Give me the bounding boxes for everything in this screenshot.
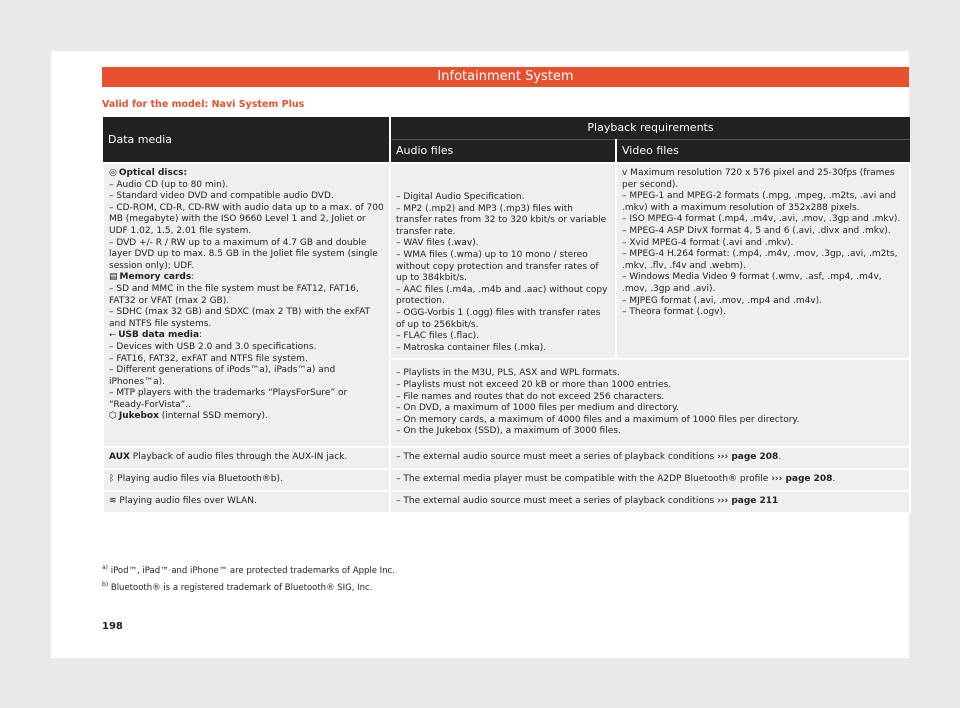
audio-line: – MP2 (.mp2) and MP3 (.mp3) files with transfer rates from 32 to 320 kbit/s or variable transfer rate. bbox=[396, 203, 607, 237]
page-link[interactable]: ››› page 208 bbox=[717, 452, 779, 463]
video-line: – Xvid MPEG-4 format (.avi and .mkv). bbox=[622, 237, 794, 248]
audio-line: – Matroska container files (.mka). bbox=[396, 342, 547, 353]
jukebox-icon: ⬡ bbox=[109, 411, 117, 422]
footnote bbox=[102, 561, 395, 578]
optical-line: – CD-ROM, CD-R, CD-RW with audio data up to a max. of 700 MB (megabyte) with the ISO 9660 Level 1 and 2, Joliet or UDF 1.02, 1.5, 2.01 file system. bbox=[109, 202, 384, 236]
usb-title: USB data media bbox=[118, 330, 200, 341]
bluetooth-icon: ᛒ bbox=[109, 474, 115, 485]
audio-cell bbox=[390, 163, 616, 359]
video-line: – Theora format (.ogv). bbox=[622, 307, 726, 318]
aux-icon: AUX bbox=[109, 452, 130, 463]
video-line: – MJPEG format (.avi, .mov, .mp4 and .m4v). bbox=[622, 295, 823, 306]
page-number: 198 bbox=[102, 621, 123, 632]
general-line: – File names and routes that do not exceed 256 characters. bbox=[396, 391, 665, 402]
video-line: – Windows Media Video 9 format (.wmv, .asf, .mp4, .m4v, .mov, .3gp and .avi). bbox=[622, 272, 882, 294]
memory-line: – SD and MMC in the file system must be FAT12, FAT16, FAT32 or VFAT (max 2 GB). bbox=[109, 283, 359, 306]
jukebox-title: Jukebox bbox=[118, 411, 159, 422]
row-end: . bbox=[778, 452, 782, 463]
table-row bbox=[103, 447, 910, 469]
validity-note: Valid for the model: Navi System Plus bbox=[102, 99, 305, 110]
row-label: Playing audio files over WLAN. bbox=[116, 496, 257, 507]
optical-title: Optical discs: bbox=[118, 168, 188, 178]
memory-card-icon: ▤ bbox=[109, 272, 118, 283]
row-end: . bbox=[832, 474, 836, 485]
audio-line: – AAC files (.m4a, .m4b and .aac) without copy protection. bbox=[396, 284, 608, 307]
table-row bbox=[103, 469, 910, 491]
footnote-mark: a) bbox=[102, 564, 109, 571]
audio-line: – OGG-Vorbis 1 (.ogg) files with transfer rates of up to 256kbit/s. bbox=[396, 307, 601, 330]
data-media-table bbox=[102, 117, 911, 514]
general-line: – Playlists in the M3U, PLS, ASX and WPL formats. bbox=[396, 368, 620, 379]
video-line: – MPEG-1 and MPEG-2 formats (.mpg, .mpeg, .m2ts, .avi and .mkv) with a maximum resolution of 352x288 pixels. bbox=[622, 191, 896, 213]
video-line: – ISO MPEG-4 format (.mp4, .m4v, .avi, .mov, .3gp and .mkv). bbox=[622, 214, 901, 225]
video-line: – MPEG-4 ASP DivX format 4, 5 and 6 (.avi, .divx and .mkv). bbox=[622, 225, 891, 236]
general-line: – On the Jukebox (SSD), a maximum of 3000 files. bbox=[396, 426, 621, 437]
page-link[interactable]: ››› page 208 bbox=[771, 474, 833, 485]
ipods-line: – Different generations of iPods™a), iPads™a) and iPhones™a). bbox=[109, 365, 336, 387]
memory-line: – SDHC (max 32 GB) and SDXC (max 2 TB) with the exFAT and NTFS file systems. bbox=[109, 307, 371, 329]
usb-line: – FAT16, FAT32, exFAT and NTFS file system. bbox=[109, 353, 308, 364]
footnote bbox=[102, 578, 395, 595]
jukebox-text: (internal SSD memory). bbox=[158, 411, 268, 422]
col-header-playback: Playback requirements bbox=[390, 117, 910, 139]
col-header-video: Video files bbox=[616, 139, 910, 163]
audio-line: – WMA files (.wma) up to 10 mono / stereo without copy protection and transfer rates of up to 384kbit/s. bbox=[396, 249, 599, 284]
optical-line: – Standard video DVD and compatible audio DVD. bbox=[109, 191, 334, 202]
col-header-data-media: Data media bbox=[103, 117, 390, 163]
video-cell bbox=[616, 163, 910, 359]
media-cell: ◎ Optical discs: – Audio CD (up to 80 min). – Standard video DVD and compatible audio DVD. – CD-ROM, CD-R, CD-RW with audio data up to a max. of 700 MB (megabyte) with the ISO 9660 Level 1 and 2, Joliet or UDF 1.02, 1.5, 2.01 file system. – DVD +/- R / RW up to a maximum of 4.7 GB and double layer DVD up to max. 8.5 GB in the Joliet file system (single session only); UDF. ▤ Memory cards: – SD and MMC in the file system must be FAT12, FAT16, FAT32 or VFAT (max 2 GB). – SDHC (max 32 GB) and SDXC (max 2 TB) with the exFAT and NTFS file systems. ⭠ USB data media: – Devices with USB 2.0 and 3.0 specifications. – FAT16, FAT32, exFAT and NTFS file system. – Different generations of iPods™a), iPads™a) and iPhones™a). – MTP players with the trademarks “PlaysForSure” or “Ready-ForVista”.. ⬡ Jukebox (internal SSD memory). bbox=[103, 163, 390, 447]
usb-line: – Devices with USB 2.0 and 3.0 specifications. bbox=[109, 341, 317, 352]
disc-icon: ◎ bbox=[109, 168, 117, 178]
audio-line: – FLAC files (.flac). bbox=[396, 331, 480, 342]
footnote-text: iPod™, iPad™ and iPhone™ are protected trademarks of Apple Inc. bbox=[108, 565, 395, 576]
usb-icon: ⭠ bbox=[109, 330, 117, 341]
page-header: Infotainment System bbox=[102, 67, 909, 87]
page-content bbox=[51, 51, 909, 658]
row-text: – The external audio source must meet a series of playback conditions bbox=[396, 496, 718, 507]
page-link[interactable]: ››› page 211 bbox=[717, 496, 779, 507]
footnotes bbox=[102, 561, 395, 595]
memory-title: Memory cards bbox=[119, 272, 192, 283]
row-text: – The external audio source must meet a series of playback conditions bbox=[396, 452, 718, 463]
row-label: Playing audio files via Bluetooth®b). bbox=[114, 474, 283, 485]
general-line: – Playlists must not exceed 20 kB or more than 1000 entries. bbox=[396, 379, 672, 390]
general-line: – On DVD, a maximum of 1000 files per medium and directory. bbox=[396, 403, 680, 414]
table-row bbox=[103, 491, 910, 513]
audio-line: – Digital Audio Specification. bbox=[396, 192, 525, 202]
general-requirements-cell bbox=[390, 359, 910, 447]
footnote-mark: b) bbox=[102, 580, 109, 588]
mtp-line: – MTP players with the trademarks “PlaysForSure” or “Ready-ForVista”.. bbox=[109, 388, 348, 410]
audio-line: – WAV files (.wav). bbox=[396, 238, 479, 249]
video-line: v Maximum resolution 720 x 576 pixel and 25-30fps (frames per second). bbox=[622, 168, 895, 190]
optical-line: – Audio CD (up to 80 min). bbox=[109, 179, 229, 190]
general-line: – On memory cards, a maximum of 4000 files and a maximum of 1000 files per directory. bbox=[396, 414, 800, 425]
wifi-icon: ≋ bbox=[109, 496, 117, 507]
optical-line: – DVD +/- R / RW up to a maximum of 4.7 GB and double layer DVD up to max. 8.5 GB in the Joliet file system (single session only); UDF. bbox=[109, 237, 378, 271]
row-label: Playback of audio files through the AUX-IN jack. bbox=[129, 452, 348, 463]
row-text: – The external media player must be compatible with the A2DP Bluetooth® profile bbox=[396, 474, 772, 485]
col-header-audio: Audio files bbox=[390, 139, 616, 163]
footnote-text: Bluetooth® is a registered trademark of Bluetooth® SIG, Inc. bbox=[108, 582, 373, 593]
video-line: – MPEG-4 H.264 format: (.mp4, .m4v, .mov, .3gp, .avi, .m2ts, .mkv, .flv, .f4v and .webm). bbox=[622, 249, 898, 271]
